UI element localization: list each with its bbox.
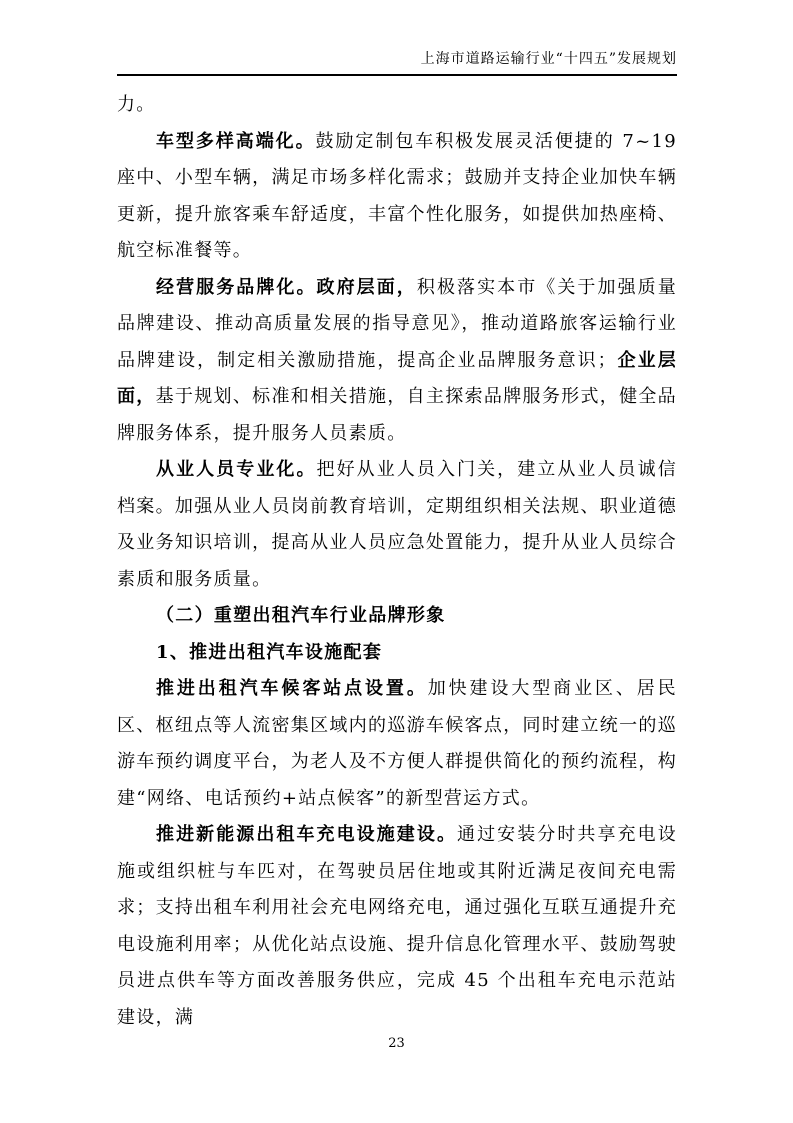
- section-heading: [117, 598, 677, 635]
- page-number: 23: [388, 1036, 405, 1051]
- text-run: 鼓励定制包车积极发展灵活便捷的 7~19 座中、小型车辆，满足市场多样化需求；鼓励并支持企业加快车辆更新，提升旅客乘车舒适度，丰富个性化服务，如提供加热座椅、航空标准餐等。: [117, 130, 677, 261]
- text-run: 通过安装分时共享充电设施或组织桩与车匹对，在驾驶员居住地或其附近满足夜间充电需求；支持出租车利用社会充电网络充电，通过强化互联互通提升充电设施利用率；从优化站点设施、提升信息化管理水平、鼓励驾驶员进点供车等方面改善服务供应，完成 45 个出租车充电示范站建设，满: [117, 824, 677, 1028]
- page-header-title: 上海市道路运输行业“十四五”发展规划: [420, 51, 677, 67]
- text-run: 加快建设大型商业区、居民区、枢纽点等人流密集区域内的巡游车候客点，同时建立统一的巡游车预约调度平台，为老人及不方便人群提供简化的预约流程，构建“网络、电话预约+站点候客”的新型营运方式。: [117, 678, 677, 809]
- text-run-lead: 从业人员专业化。: [156, 459, 317, 480]
- text-run-lead: 车型多样高端化。: [156, 130, 316, 152]
- document-body: [117, 87, 677, 1036]
- heading-text: 1、推进出租汽车设施配套: [156, 641, 383, 663]
- subsection-heading: [117, 635, 677, 672]
- heading-text: （二）重塑出租汽车行业品牌形象: [156, 605, 446, 626]
- paragraph: [117, 452, 677, 598]
- page-header: [117, 48, 677, 76]
- text-run: 把好从业人员入门关，建立从业人员诚信档案。加强从业人员岗前教育培训，定期组织相关法规、职业道德及业务知识培训，提高从业人员应急处置能力，提升从业人员综合素质和服务质量。: [117, 459, 677, 590]
- text-run: 积极落实本市《关于加强质量品牌建设、推动高质量发展的指导意见》，推动道路旅客运输行业品牌建设，制定相关激励措施，提高企业品牌服务意识；: [117, 276, 677, 371]
- text-run-lead: 推进新能源出租车充电设施建设。: [156, 824, 458, 845]
- text-run-emphasis: 企业层面，: [117, 349, 677, 407]
- paragraph: [117, 270, 677, 453]
- paragraph: [117, 124, 677, 270]
- paragraph: [117, 817, 677, 1036]
- text-run: 力。: [117, 94, 156, 115]
- text-run-lead: 经营服务品牌化。政府层面，: [156, 276, 417, 298]
- page-footer: [0, 1036, 793, 1051]
- text-run: 基于规划、标准和相关措施，自主探索品牌服务形式，健全品牌服务体系，提升服务人员素质。: [117, 386, 677, 444]
- paragraph: [117, 87, 677, 124]
- paragraph: [117, 671, 677, 817]
- text-run-lead: 推进出租汽车候客站点设置。: [156, 678, 428, 699]
